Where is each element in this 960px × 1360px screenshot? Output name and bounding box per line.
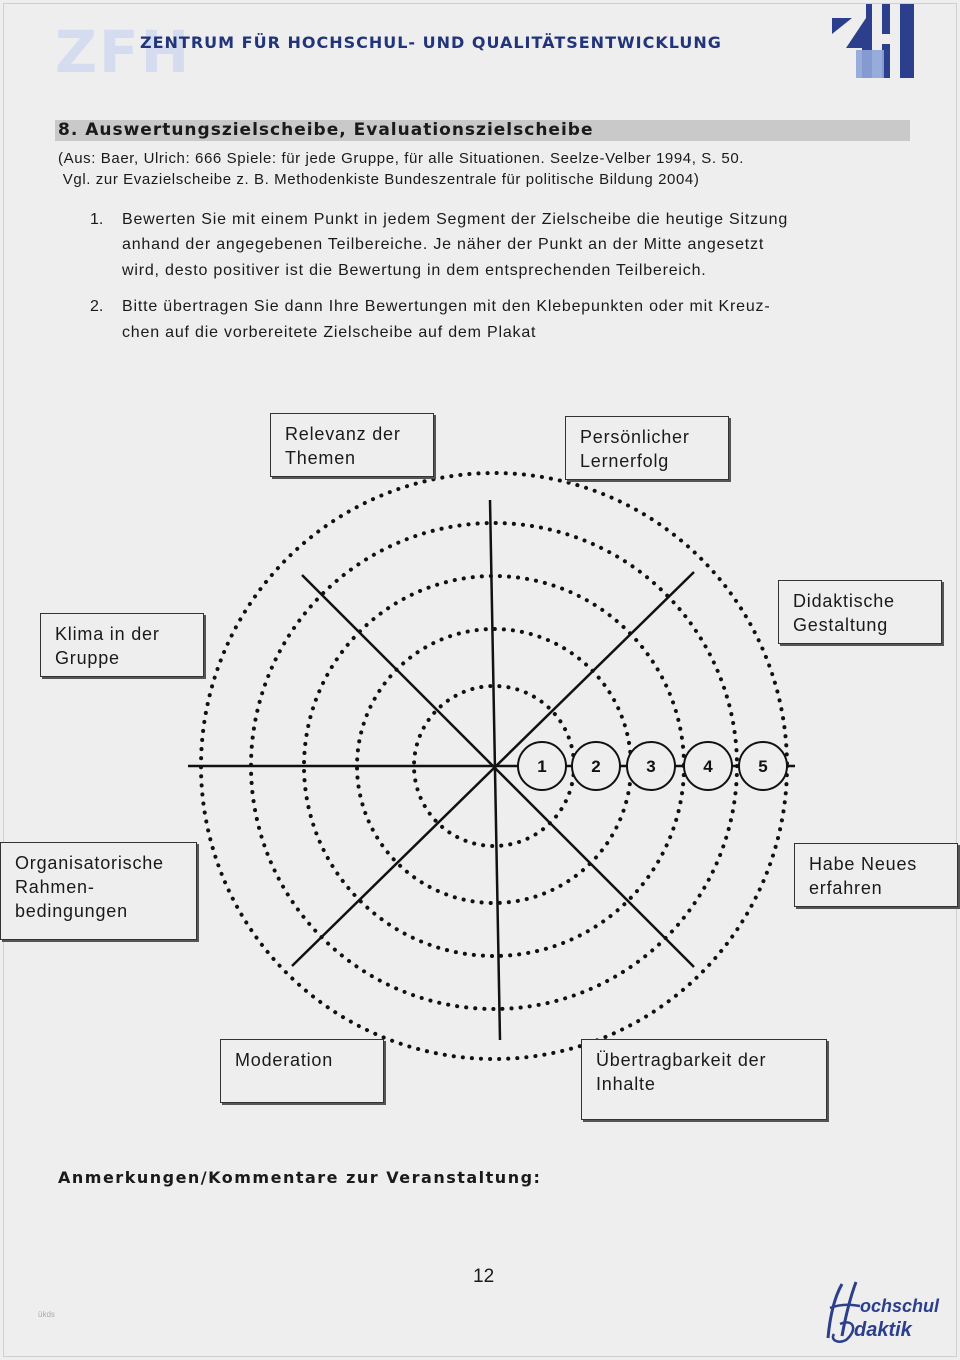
- section-heading: 8. Auswertungszielscheibe, Evaluationszielscheibe: [55, 120, 910, 141]
- segment-label-line: Habe Neues: [809, 854, 918, 874]
- segment-label-line: Moderation: [235, 1050, 334, 1070]
- segment-label-line: Gestaltung: [793, 615, 889, 635]
- segment-label-line: bedingungen: [15, 901, 128, 921]
- source-line-2: Vgl. zur Evazielscheibe z. B. Methodenkiste Bundeszentrale für politische Bildung 2004): [58, 171, 700, 188]
- instruction-1-line-3: wird, desto positiver ist die Bewertung in dem entsprechenden Teilbereich.: [122, 262, 707, 279]
- scale-label-4: 4: [703, 757, 713, 776]
- instruction-2-line-2: chen auf die vorbereitete Zielscheibe auf dem Plakat: [122, 324, 537, 341]
- instruction-2-line-1: Bitte übertragen Sie dann Ihre Bewertungen mit den Klebepunkten oder mit Kreuz-: [122, 298, 771, 315]
- segment-label-klima: [40, 613, 204, 677]
- segment-label-line: Persönlicher: [580, 427, 690, 447]
- footer-tag: ükds: [38, 1310, 55, 1319]
- segment-label-line: erfahren: [809, 878, 883, 898]
- scale-label-2: 2: [591, 757, 601, 776]
- segment-label-neues: [794, 843, 958, 907]
- scale-label-1: 1: [537, 757, 547, 776]
- segment-label-line: Inhalte: [596, 1074, 656, 1094]
- source-line-1: (Aus: Baer, Ulrich: 666 Spiele: für jede Gruppe, für alle Situationen. Seelze-Velber 1994, S. 50.: [58, 150, 745, 167]
- logo-line-1: ochschul: [860, 1296, 940, 1316]
- instruction-2-number: 2.: [90, 298, 104, 315]
- page-number: 12: [473, 1266, 495, 1287]
- segment-label-line: Gruppe: [55, 648, 120, 668]
- instruction-1-line-2: anhand der angegebenen Teilbereiche. Je näher der Punkt an der Mitte angesetzt: [122, 236, 765, 253]
- segment-label-line: Lernerfolg: [580, 451, 670, 471]
- segment-label-didaktik: [778, 580, 942, 644]
- hochschuldidaktik-logo: [820, 1278, 950, 1346]
- institute-title: ZENTRUM FÜR HOCHSCHUL- UND QUALITÄTSENTWICKLUNG: [140, 33, 722, 52]
- segment-label-line: Didaktische: [793, 591, 895, 611]
- segment-label-line: Themen: [285, 448, 356, 468]
- segment-label-lernerfolg: [565, 416, 729, 480]
- header-watermark: ZFH: [55, 18, 192, 86]
- segment-label-relevanz: [270, 413, 434, 477]
- segment-label-organisation: [0, 842, 197, 940]
- instruction-1-line-1: Bewerten Sie mit einem Punkt in jedem Segment der Zielscheibe die heutige Sitzung: [122, 211, 789, 228]
- scale-label-5: 5: [758, 757, 768, 776]
- segment-label-line: Rahmen-: [15, 877, 95, 897]
- instruction-1-number: 1.: [90, 211, 104, 228]
- scale-label-3: 3: [646, 757, 656, 776]
- comments-label: Anmerkungen/Kommentare zur Veranstaltung:: [58, 1168, 542, 1187]
- segment-label-line: Relevanz der: [285, 424, 401, 444]
- segment-label-line: Übertragbarkeit der: [596, 1050, 767, 1070]
- segment-label-line: Klima in der: [55, 624, 160, 644]
- logo-line-2: daktik: [854, 1319, 912, 1341]
- segment-label-line: Organisatorische: [15, 853, 164, 873]
- segment-label-moderation: [220, 1039, 384, 1103]
- segment-label-uebertragbarkeit: [581, 1039, 827, 1120]
